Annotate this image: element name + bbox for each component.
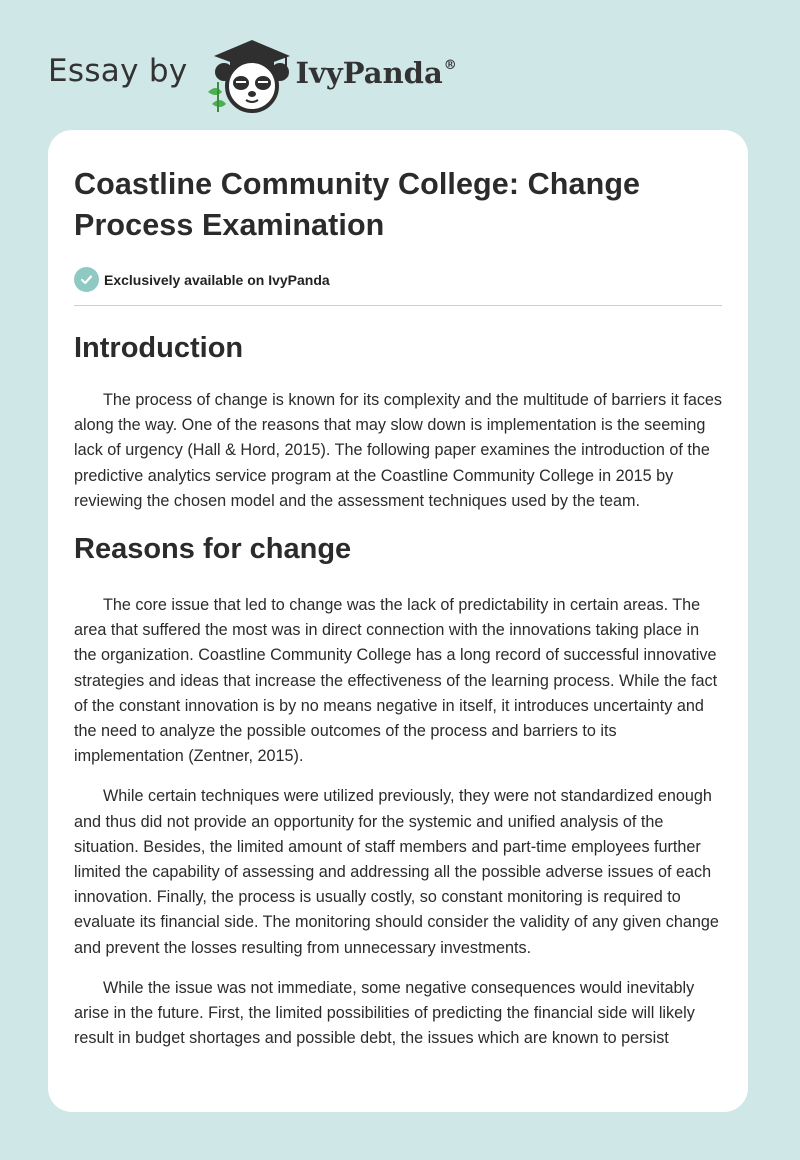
check-icon — [74, 267, 99, 292]
page-title: Coastline Community College: Change Process Examination — [74, 167, 641, 242]
paragraph: The core issue that led to change was the lack of predictability in certain areas. The area that suffered the most was in direct connection with the innovations taking place in the organization. Coastline Community College has a long record of successful innovative strategies and ideas that increase the effectiveness of the learning process. While the fact of the constant innovation is by no means negative in itself, it introduces uncertainty and the need to analyze the possible outcomes of the process and barriers to its implementation (Zentner, 2015). — [74, 596, 718, 766]
section-heading: Introduction — [74, 332, 244, 364]
registered-mark: ® — [443, 58, 457, 73]
paragraph: While the issue was not immediate, some negative consequences would inevitably arise in the future. First, the limited possibilities of predicting the financial side will likely result in budget shortages and possible debt, the issues which are known to persist — [74, 978, 695, 1048]
brand-name: IvyPanda® — [295, 56, 457, 90]
exclusive-badge — [74, 267, 722, 292]
brand-header[interactable] — [48, 34, 457, 114]
paragraph: The process of change is known for its complexity and the multitude of barriers it faces along the way. One of the reasons that may slow down is implementation is the seeming lack of urgency (Hall & Hord, 2015). The following paper examines the introduction of the predictive analytics service program at the Coastline Community College in 2015 by reviewing the chosen model and the assessment techniques used by the team. — [74, 391, 723, 510]
panda-logo-icon — [202, 34, 302, 114]
section-heading: Reasons for change — [74, 533, 352, 566]
paragraph: While certain techniques were utilized previously, they were not standardized enough and thus did not provide an opportunity for the systemic and unified analysis of the situation. Besides, the limited amount of staff members and part-time employees further limited the capability of assessing and addressing all the possible adverse issues of each innovation. Finally, the process is usually costly, so constant monitoring is required to evaluate its financial side. The monitoring should consider the validity of any given change and prevent the losses resulting from unnecessary investments. — [74, 787, 719, 957]
divider — [74, 305, 722, 306]
exclusive-label: Exclusively available on IvyPanda — [104, 271, 330, 288]
brand-prefix: Essay by — [48, 53, 188, 89]
essay-card — [48, 130, 748, 1112]
